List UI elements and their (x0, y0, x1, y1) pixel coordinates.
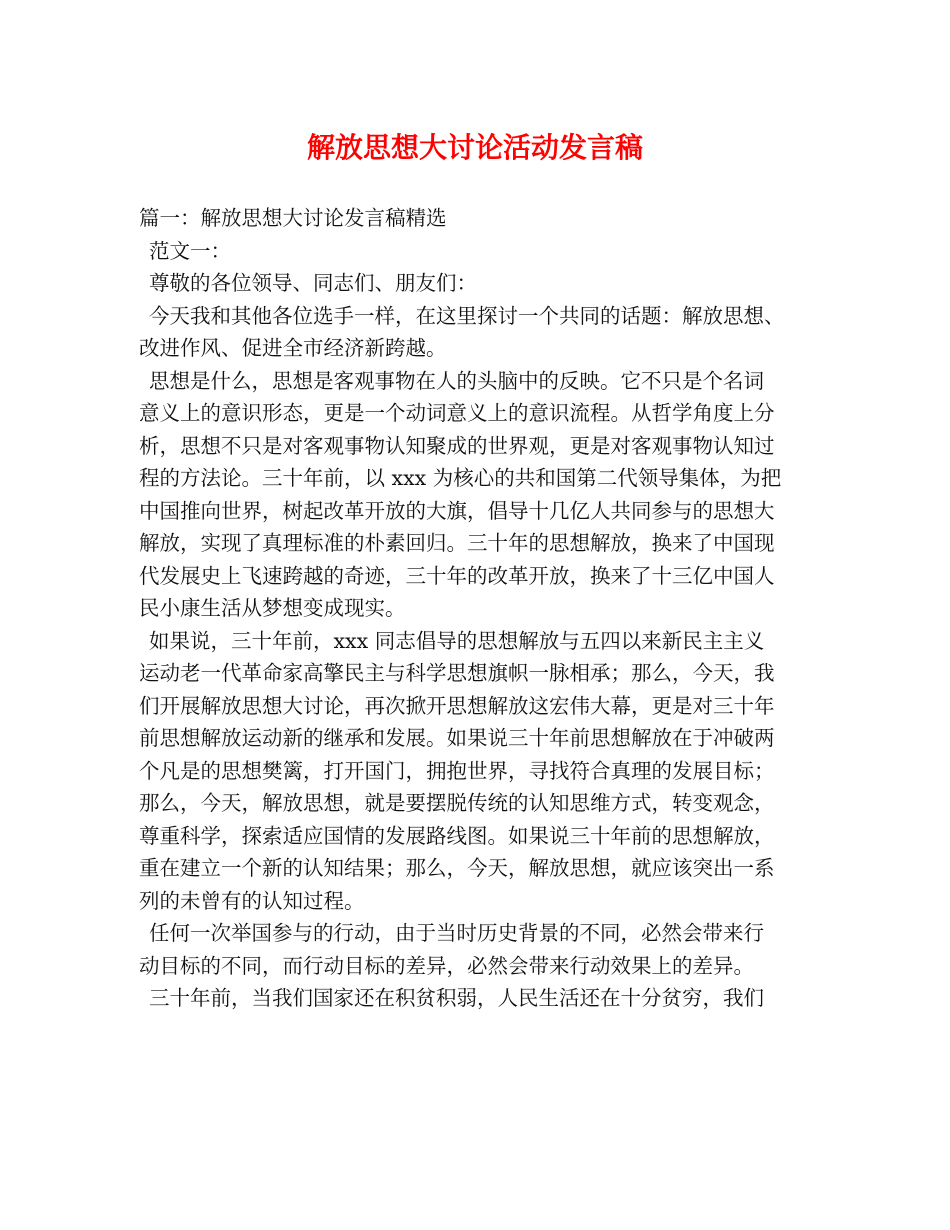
text-line: 民小康生活从梦想变成现实。 (139, 596, 406, 620)
text-line: 今天我和其他各位选手一样，在这里探讨一个共同的话题：解放思想、 (149, 303, 785, 328)
text-line: 意义上的意识形态，更是一个动词意义上的意识流程。从哲学角度上分 (139, 401, 775, 425)
text-line: 中国推向世界，树起改革开放的大旗，倡导十几亿人共同参与的思想大 (139, 498, 775, 523)
text-line: 思想是什么，思想是客观事物在人的头脑中的反映。它不只是个名词 (149, 368, 764, 393)
text-line: 如果说，三十年前，xxx 同志倡导的思想解放与五四以来新民主主义 (149, 628, 765, 653)
text-line: 改进作风、促进全市经济新跨越。 (139, 336, 447, 360)
text-line: 任何一次举国参与的行动，由于当时历史背景的不同，必然会带来行 (149, 921, 764, 945)
text-line: 代发展史上飞速跨越的奇迹，三十年的改革开放，换来了十三亿中国人 (139, 563, 775, 588)
document-title: 解放思想大讨论活动发言稿 (306, 131, 643, 164)
text-line: 重在建立一个新的认知结果；那么，今天，解放思想，就应该突出一系 (139, 856, 775, 880)
text-line: 篇一：解放思想大讨论发言稿精选 (139, 206, 447, 230)
text-line: 前思想解放运动新的继承和发展。如果说三十年前思想解放在于冲破两 (139, 726, 775, 750)
text-line: 列的未曾有的认知过程。 (139, 888, 365, 913)
text-line: 三十年前，当我们国家还在积贫积弱，人民生活还在十分贫穷，我们 (149, 986, 764, 1010)
text-line: 程的方法论。三十年前，以 xxx 为核心的共和国第二代领导集体，为把 (139, 466, 782, 490)
text-line: 运动老一代革命家高擎民主与科学思想旗帜一脉相承；那么，今天，我 (139, 661, 775, 685)
text-line: 个凡是的思想樊篱，打开国门，拥抱世界，寻找符合真理的发展目标； (139, 758, 775, 783)
text-line: 解放，实现了真理标准的朴素回归。三十年的思想解放，换来了中国现 (139, 531, 775, 555)
text-line: 范文一： (149, 238, 231, 263)
text-line: 那么，今天，解放思想，就是要摆脱传统的认知思维方式，转变观念， (139, 791, 775, 815)
text-line: 析，思想不只是对客观事物认知聚成的世界观，更是对客观事物认知过 (139, 433, 775, 458)
text-line: 动目标的不同，而行动目标的差异，必然会带来行动效果上的差异。 (139, 953, 754, 978)
text-line: 尊敬的各位领导、同志们、朋友们： (149, 271, 477, 295)
text-line: 尊重科学，探索适应国情的发展路线图。如果说三十年前的思想解放， (139, 823, 775, 848)
document-body (139, 202, 819, 1015)
text-line: 们开展解放思想大讨论，再次掀开思想解放这宏伟大幕，更是对三十年 (139, 693, 775, 718)
